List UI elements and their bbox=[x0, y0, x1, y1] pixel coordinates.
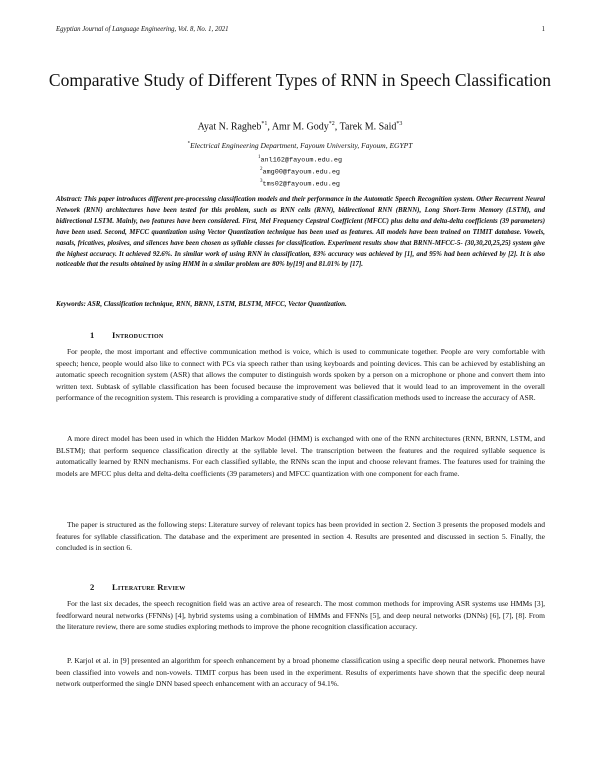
section-number: 2 bbox=[90, 582, 95, 592]
section-heading-literature-review bbox=[90, 582, 185, 592]
paragraph: P. Karjol et al. in [9] presented an algorithm for speech enhancement by a broad phoneme classification using a specific deep neural network. Phonemes have been classified into vowels and non-vowels. TIMIT corpus has been used in the experiment. Results of experiments have shown that the specific deep neural network outperformed the single DNN based speech enhancement with an accuracy of 94.1%. bbox=[56, 656, 545, 688]
section-title: Introduction bbox=[112, 330, 164, 340]
email-mark: 1 bbox=[257, 155, 261, 160]
email-address: anl162@fayoum.edu.eg bbox=[260, 156, 343, 165]
author-name: Tarek M. Said bbox=[339, 121, 397, 133]
affiliation-text: Electrical Engineering Department, Fayoum University, Fayoum, EGYPT bbox=[190, 141, 413, 150]
author-mark: *3 bbox=[396, 121, 403, 127]
email-address: tms02@fayoum.edu.eg bbox=[262, 180, 340, 189]
author-email bbox=[40, 155, 560, 164]
author-mark: *1 bbox=[261, 121, 268, 127]
page-number: 1 bbox=[541, 26, 545, 33]
affiliation bbox=[40, 141, 560, 150]
author-email bbox=[40, 167, 560, 176]
author-separator: , bbox=[267, 121, 272, 133]
section-heading-introduction bbox=[90, 330, 163, 340]
paragraph: A more direct model has been used in which the Hidden Markov Model (HMM) is exchanged with one of the RNN architectures (RNN, BRNN, LSTM, and BLSTM); that perform sequence classification directly at the syllable level. The transcription between the features and the required syllable sequence is automatically learned by RNN mechanisms. For each classified syllable, the RNNs scan the input and choose relevant frames. The features used for training the models are MFCC plus delta and delta-delta coefficients (39 parameters) and MFCC quantization with one component for each frame. bbox=[56, 434, 545, 478]
paper-title: Comparative Study of Different Types of RNN in Speech Classification bbox=[48, 70, 552, 90]
email-mark: 3 bbox=[260, 179, 263, 184]
journal-name: Egyptian Journal of Language Engineering, Vol. 8, No. 1, 2021 bbox=[56, 26, 229, 33]
author-separator: , bbox=[334, 121, 340, 133]
email-mark: 2 bbox=[260, 167, 263, 172]
email-address: amg00@fayoum.edu.eg bbox=[262, 168, 340, 177]
author-list bbox=[40, 121, 560, 132]
author-name: Ayat N. Ragheb bbox=[197, 121, 262, 133]
running-header bbox=[56, 26, 545, 36]
paragraph: For the last six decades, the speech recognition field was an active area of research. The most common methods for improving ASR systems use HMMs [3], feedforward neural networks (FFNNs) [4], hybrid systems using a combination of HMMs and FFNNs [5], and deep neural networks (DNNs) [6], [7], [8]. From the literature review, there are some studies exploring methods to improve the phone recognition classification accuracy. bbox=[56, 599, 545, 631]
author-mark: *2 bbox=[328, 121, 335, 127]
paragraph: The paper is structured as the following steps: Literature survey of relevant topics has been provided in section 2. Section 3 presents the proposed models and features for syllable classification. The database and the experiment are presented in section 4. Results are presented and discussed in section 5. Finally, the concluded is in section 6. bbox=[56, 520, 545, 552]
abstract: Abstract: This paper introduces different pre-processing classification models and their performance in the Automatic Speech Recognition system. Other Recurrent Neural Network (RNN) architectures have been tested for this problem, such as RNN cells (RNN), bidirectional RNN (BRNN), Long Short-Term Memory (LSTM), and bidirectional LSTM. Mainly, two features have been considered. First, Mel Frequency Cepstral Coefficient (MFCC) plus delta and delta-delta coefficients (39 parameters) have been used. Second, MFCC quantization using Vector Quantization technique has been used as features. All models have been trained on TIMIT database. Vowels, nasals, fricatives, plosives, and silences have been chosen as syllable classes for classification. Experiment results show that BRNN-MFCC-5- {30,30,20,25,25} system give the highest accuracy. It achieved 92.6%. In similar work of using RNN in classification, 83% accuracy was achieved by [1], and 95% had been achieved by [2]. It is also noticeable that the results obtained by using HMM in a similar problem are 80% by[19] and 81.01% by [17]. bbox=[56, 196, 545, 269]
keywords: Keywords: ASR, Classification technique, RNN, BRNN, LSTM, BLSTM, MFCC, Vector Quantization. bbox=[56, 301, 347, 308]
section-number: 1 bbox=[90, 330, 95, 340]
affiliation-mark: * bbox=[187, 141, 191, 147]
author-name: Amr M. Gody bbox=[271, 121, 329, 133]
section-title: Literature Review bbox=[112, 582, 186, 592]
paragraph: For people, the most important and effective communication method is voice, which is used to communicate together. People are very comfortable with speech; hence, people would also like to connect with PCs via speech rather than using keyboards and pointing devices. This can be achieved by establishing an automatic speech recognition system (ASR) that allows the computer to distinguish words spoken by a person on a microphone or phone and convert them into written text. Subtask of syllable classification has been focused because the improvement was believed that it would lead to an improvement in the overall performance of the recognition system. This research is providing a comparative study of different classification methods used to increase the accuracy of ASR. bbox=[56, 347, 545, 402]
author-email bbox=[40, 179, 560, 188]
